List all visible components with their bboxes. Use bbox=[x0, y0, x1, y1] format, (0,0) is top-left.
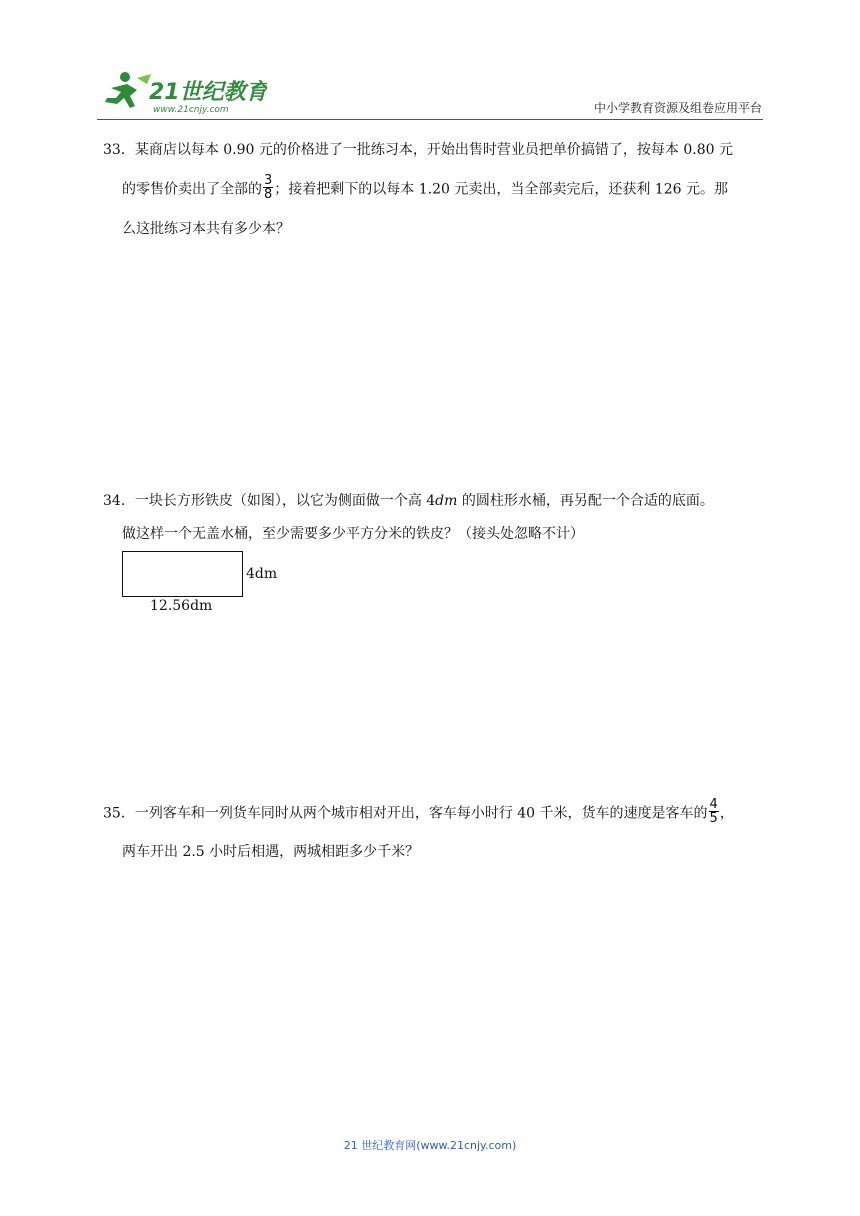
figure-width-label: 12.56dm bbox=[150, 598, 213, 614]
q35-line-1-end: ， bbox=[719, 805, 734, 822]
q35-fraction-denominator: 5 bbox=[709, 811, 718, 826]
q35-fraction bbox=[709, 798, 719, 825]
q33-fraction bbox=[263, 174, 273, 201]
q33-fraction-denominator: 8 bbox=[264, 187, 273, 202]
q33-line-1: 33．某商店以每本 0.90 元的价格进了一批练习本，开始出售时营业员把单价搞错了，按每本 0.80 元 bbox=[103, 142, 733, 158]
rectangle-figure bbox=[122, 551, 243, 597]
logo-title: 21世纪教育 bbox=[149, 80, 267, 105]
q34-unit: dm bbox=[435, 493, 458, 509]
q34-line-1-start: 34．一块长方形铁皮（如图），以它为侧面做一个高 4 bbox=[103, 493, 436, 509]
q34-line-2: 做这样一个无盖水桶，至少需要多少平方分米的铁皮？（接头处忽略不计） bbox=[122, 526, 584, 542]
q33-line-3: 么这批练习本共有多少本？ bbox=[122, 221, 290, 237]
q33-line-2-end: ；接着把剩下的以每本 1.20 元卖出，当全部卖完后，还获利 126 元。那 bbox=[274, 181, 728, 198]
q35-line-1-start: 35．一列客车和一列货车同时从两个城市相对开出，客车每小时行 40 千米，货车的速度是客车的 bbox=[103, 805, 708, 822]
figure-height-label: 4dm bbox=[246, 566, 278, 582]
footer-link[interactable]: 21 世纪教育网(www.21cnjy.com) bbox=[343, 1139, 517, 1152]
q35-line-2: 两车开出 2.5 小时后相遇，两城相距多少千米？ bbox=[122, 844, 420, 860]
header-platform-text: 中小学教育资源及组卷应用平台 bbox=[593, 101, 762, 115]
q33-line-2 bbox=[122, 173, 728, 203]
q34-line-1-end: 的圆柱形水桶，再另配一个合适的底面。 bbox=[457, 493, 714, 509]
logo-subtitle: www.21cnjy.com bbox=[153, 105, 229, 115]
q35-fraction-numerator: 4 bbox=[709, 797, 718, 812]
site-logo bbox=[97, 68, 267, 118]
q34-line-1 bbox=[103, 490, 714, 510]
q33-line-2-start: 的零售价卖出了全部的 bbox=[122, 181, 262, 198]
q33-fraction-numerator: 3 bbox=[264, 173, 273, 188]
header-divider bbox=[97, 119, 763, 120]
q35-line-1 bbox=[103, 797, 734, 827]
